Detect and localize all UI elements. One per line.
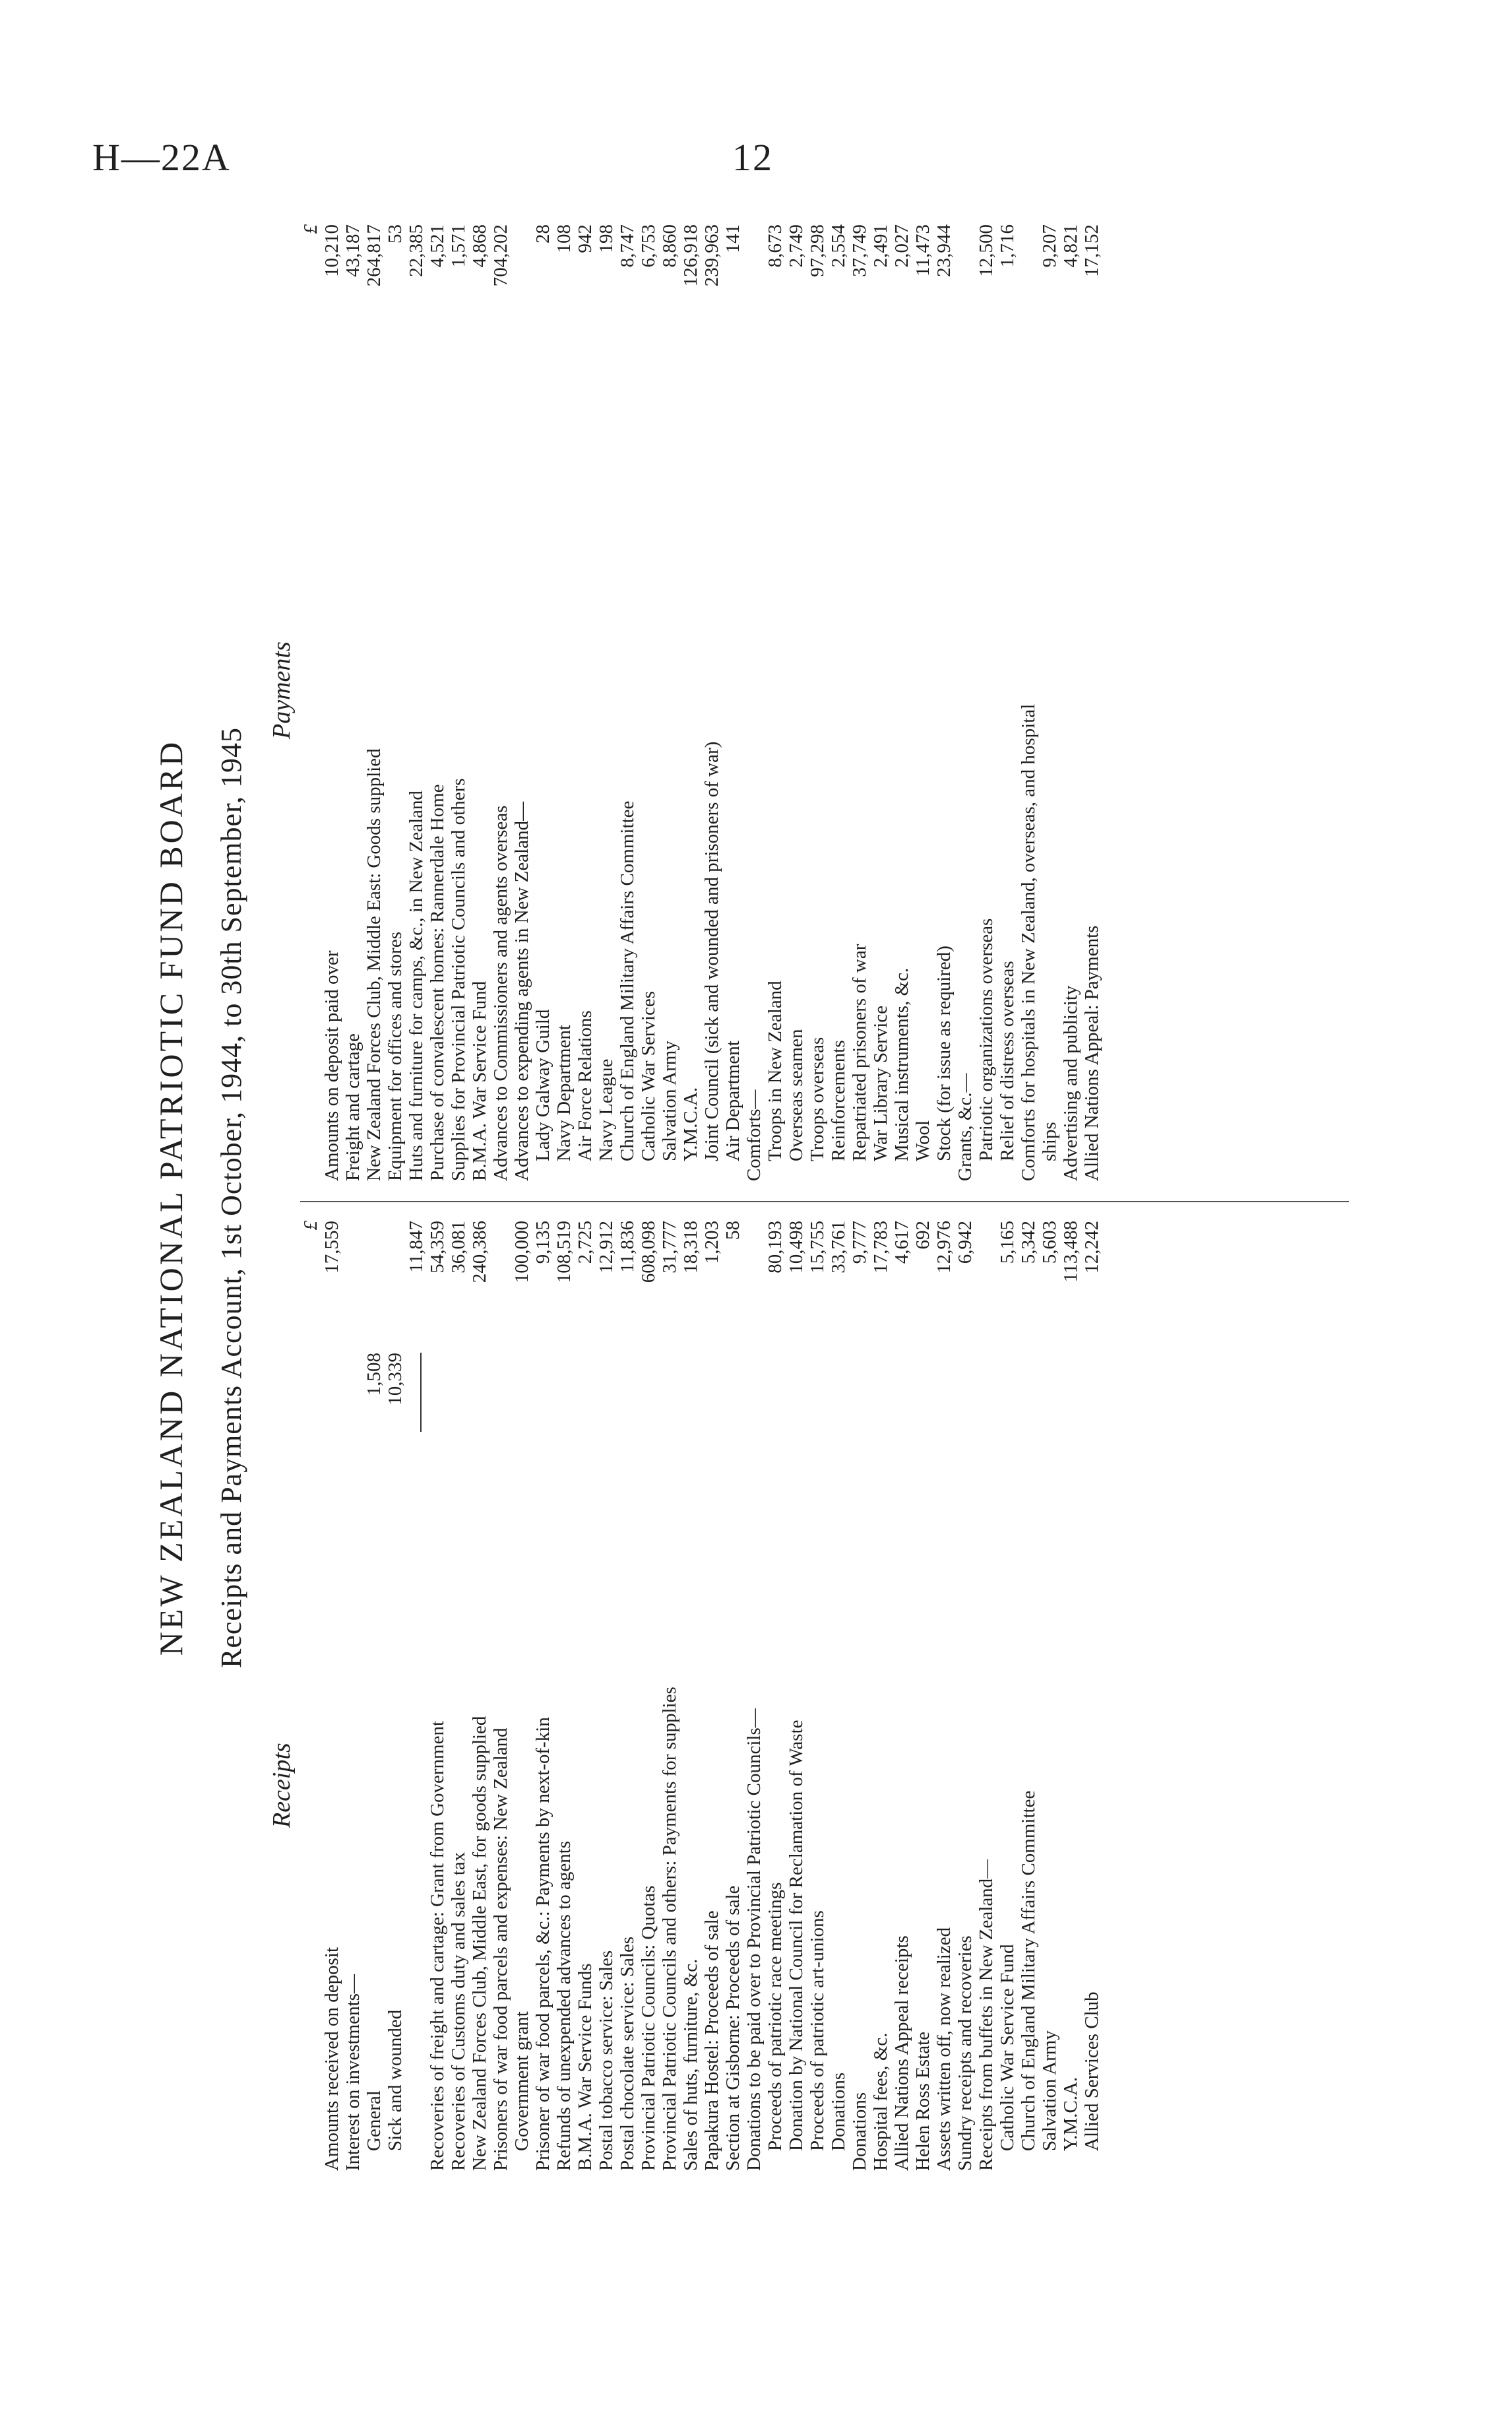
column-divider xyxy=(300,1201,1349,1202)
payments-label: Overseas seamen xyxy=(786,1029,807,1161)
receipts-row xyxy=(722,1221,743,2171)
payments-row xyxy=(596,224,617,1181)
receipts-label: Provincial Patriotic Councils and others: Payments for supplies xyxy=(659,1687,680,2171)
payments-row xyxy=(385,224,406,1181)
page-number: 12 xyxy=(732,136,773,179)
payments-amount: 97,298 xyxy=(807,224,828,277)
receipts-row xyxy=(1081,1221,1102,2171)
payments-row xyxy=(849,224,870,1181)
receipts-row xyxy=(638,1221,659,2171)
receipts-amount: 17,559 xyxy=(321,1221,342,1273)
receipts-label: Allied Nations Appeal receipts xyxy=(891,1935,912,2171)
receipts-label: General xyxy=(363,2090,385,2151)
payments-amount: 28 xyxy=(532,224,553,243)
rotated-statement xyxy=(152,224,1392,2171)
payments-row xyxy=(342,224,363,1181)
receipts-heading: Receipts xyxy=(268,1743,296,1828)
payments-label: Navy League xyxy=(596,1058,617,1161)
receipts-row xyxy=(659,1221,680,2171)
receipts-row xyxy=(321,1221,342,2171)
payments-label: Patriotic organizations overseas xyxy=(976,918,997,1161)
subtotal-rule xyxy=(420,1353,422,1432)
payments-label: Huts and furniture for camps, &c., in New Zealand xyxy=(406,790,427,1181)
payments-label: Catholic War Services xyxy=(638,990,659,1161)
receipts-amount: 5,342 xyxy=(1018,1221,1039,1264)
payments-label: Musical instruments, &c. xyxy=(891,967,912,1161)
receipts-amount: 240,386 xyxy=(469,1221,490,1283)
receipts-amount: 113,488 xyxy=(1060,1221,1081,1283)
receipts-row xyxy=(828,1221,849,2171)
receipts-label: Donations to be paid over to Provincial Patriotic Councils— xyxy=(743,1708,765,2171)
payments-column xyxy=(300,224,1102,1181)
receipts-row xyxy=(448,1221,469,2171)
receipts-row xyxy=(617,1221,638,2171)
payments-label: Stock (for issue as required) xyxy=(933,946,955,1161)
payments-row xyxy=(532,224,553,1181)
receipts-label: Recoveries of freight and cartage: Grant from Government xyxy=(427,1720,448,2171)
receipts-amount: 100,000 xyxy=(511,1221,532,1283)
receipts-row xyxy=(342,1221,363,2171)
receipts-row xyxy=(363,1221,385,2171)
receipts-row xyxy=(1039,1221,1060,2171)
receipts-amount: 5,603 xyxy=(1039,1221,1060,1264)
payments-label: Air Force Relations xyxy=(575,1010,596,1161)
payments-label: Purchase of convalescent homes: Rannerdale Home xyxy=(427,784,448,1181)
receipts-row xyxy=(933,1221,955,2171)
receipts-amount: 15,755 xyxy=(807,1221,828,1273)
payments-row xyxy=(1039,224,1060,1181)
report-code: H—22A xyxy=(92,136,231,179)
payments-row xyxy=(828,224,849,1181)
payments-amount: 10,210 xyxy=(321,224,342,277)
payments-row xyxy=(1081,224,1102,1181)
payments-row xyxy=(786,224,807,1181)
payments-label: Repatriated prisoners of war xyxy=(849,944,870,1161)
receipts-amount: 11,836 xyxy=(617,1221,638,1273)
payments-row xyxy=(617,224,638,1181)
payments-label: Church of England Military Affairs Committee xyxy=(617,800,638,1161)
payments-amount: 1,571 xyxy=(448,224,469,268)
receipts-label: Receipts from buffets in New Zealand— xyxy=(976,1859,997,2171)
payments-label: Advances to Commissioners and agents overseas xyxy=(490,805,511,1181)
payments-amount: 2,491 xyxy=(870,224,891,268)
receipts-label: Donations xyxy=(849,2092,870,2171)
receipts-label: Y.M.C.A. xyxy=(1060,2077,1081,2151)
payments-amount: 23,944 xyxy=(933,224,955,277)
payments-row xyxy=(321,224,342,1181)
payments-label: ships xyxy=(1039,1122,1060,1161)
receipts-label: Proceeds of patriotic race meetings xyxy=(765,1882,786,2151)
payments-label: Troops in New Zealand xyxy=(765,981,786,1161)
receipts-row xyxy=(1060,1221,1081,2171)
payments-row xyxy=(933,224,955,1181)
receipts-row xyxy=(490,1221,511,2171)
payments-row xyxy=(807,224,828,1181)
payments-row xyxy=(870,224,891,1181)
payments-amount: 22,385 xyxy=(406,224,427,277)
payments-label: War Library Service xyxy=(870,1006,891,1161)
receipts-amount: 58 xyxy=(722,1221,743,1240)
payments-label: Joint Council (sick and wounded and prisoners of war) xyxy=(701,741,722,1161)
payments-label: Salvation Army xyxy=(659,1041,680,1161)
payments-label: Y.M.C.A. xyxy=(680,1087,701,1161)
payments-row xyxy=(765,224,786,1181)
payments-amount: 264,817 xyxy=(363,224,385,287)
receipts-amount: 4,617 xyxy=(891,1221,912,1264)
receipts-currency-row xyxy=(300,1221,321,2171)
payments-amount: 4,868 xyxy=(469,224,490,268)
receipts-row xyxy=(765,1221,786,2171)
receipts-row xyxy=(997,1221,1018,2171)
payments-label: New Zealand Forces Club, Middle East: Goods supplied xyxy=(363,748,385,1181)
receipts-label: Donations xyxy=(828,2072,849,2151)
payments-label: Wool xyxy=(912,1120,933,1161)
receipts-row xyxy=(743,1221,765,2171)
payments-label: B.M.A. War Service Fund xyxy=(469,981,490,1181)
payments-row xyxy=(575,224,596,1181)
payments-amount: 2,027 xyxy=(891,224,912,268)
receipts-amount: 608,098 xyxy=(638,1221,659,1283)
receipts-column xyxy=(300,1221,1102,2171)
receipts-row xyxy=(469,1221,490,2171)
receipts-label: Sundry receipts and recoveries xyxy=(955,1935,976,2171)
receipts-row xyxy=(976,1221,997,2171)
receipts-row xyxy=(385,1221,406,2171)
payments-amount: 198 xyxy=(596,224,617,253)
payments-amount: 53 xyxy=(385,224,406,243)
payments-amount: 43,187 xyxy=(342,224,363,277)
receipts-amount: 9,777 xyxy=(849,1221,870,1264)
receipts-row xyxy=(1018,1221,1039,2171)
receipts-amount: 80,193 xyxy=(765,1221,786,1273)
payments-row xyxy=(701,224,722,1181)
receipts-label: Government grant xyxy=(511,2011,532,2151)
receipts-amount: 11,847 xyxy=(406,1221,427,1273)
receipts-row xyxy=(575,1221,596,2171)
payments-amount: 17,152 xyxy=(1081,224,1102,277)
receipts-amount: 6,942 xyxy=(955,1221,976,1264)
payments-amount: 2,749 xyxy=(786,224,807,268)
payments-row xyxy=(680,224,701,1181)
payments-amount: 12,500 xyxy=(976,224,997,277)
payments-row xyxy=(363,224,385,1181)
receipts-row xyxy=(912,1221,933,2171)
receipts-label: Helen Ross Estate xyxy=(912,2031,933,2171)
payments-heading: Payments xyxy=(268,641,296,739)
receipts-row xyxy=(511,1221,532,2171)
payments-row xyxy=(406,224,427,1181)
receipts-row xyxy=(701,1221,722,2171)
payments-amount: 2,554 xyxy=(828,224,849,268)
payments-row xyxy=(659,224,680,1181)
payments-label: Equipment for offices and stores xyxy=(385,932,406,1181)
receipts-label: Prisoners of war food parcels and expenses: New Zealand xyxy=(490,1727,511,2171)
payments-amount: 704,202 xyxy=(490,224,511,287)
receipts-row xyxy=(553,1221,575,2171)
payments-label: Navy Department xyxy=(553,1025,575,1161)
receipts-row xyxy=(786,1221,807,2171)
payments-amount: 141 xyxy=(722,224,743,253)
payments-row xyxy=(490,224,511,1181)
receipts-label: Catholic War Service Fund xyxy=(997,1944,1018,2151)
receipts-amount: 33,761 xyxy=(828,1221,849,1273)
receipts-label: Sales of huts, furniture, &c. xyxy=(680,1958,701,2171)
receipts-label: Recoveries of Customs duty and sales tax xyxy=(448,1852,469,2171)
receipts-row xyxy=(870,1221,891,2171)
statement-subtitle: Receipts and Payments Account, 1st October, 1944, to 30th September, 1945 xyxy=(215,727,247,1668)
payments-amount: 6,753 xyxy=(638,224,659,268)
payments-amount: 239,963 xyxy=(701,224,722,287)
receipts-label: Section at Gisborne: Proceeds of sale xyxy=(722,1885,743,2171)
receipts-label: Salvation Army xyxy=(1039,2030,1060,2151)
receipts-label: B.M.A. War Service Funds xyxy=(575,1963,596,2171)
payments-amount: 9,207 xyxy=(1039,224,1060,268)
payments-row xyxy=(638,224,659,1181)
receipts-amount: 36,081 xyxy=(448,1221,469,1273)
payments-row xyxy=(891,224,912,1181)
receipts-amount: 54,359 xyxy=(427,1221,448,1273)
receipts-amount: 9,135 xyxy=(532,1221,553,1264)
payments-label: Comforts— xyxy=(743,1089,765,1181)
receipts-sub-amount: 1,508 xyxy=(363,1353,385,1396)
payments-row xyxy=(511,224,532,1181)
receipts-amount: 692 xyxy=(912,1221,933,1250)
receipts-currency: £ xyxy=(300,1221,321,1231)
receipts-label: Provincial Patriotic Councils: Quotas xyxy=(638,1885,659,2171)
payments-row xyxy=(427,224,448,1181)
payments-amount: 4,821 xyxy=(1060,224,1081,268)
payments-label: Advances to expending agents in New Zealand— xyxy=(511,802,532,1181)
receipts-label: New Zealand Forces Club, Middle East, for goods supplied xyxy=(469,1716,490,2171)
payments-label: Advertising and publicity xyxy=(1060,985,1081,1181)
receipts-label: Proceeds of patriotic art-unions xyxy=(807,1910,828,2151)
receipts-label: Interest on investments— xyxy=(342,1974,363,2171)
receipts-row xyxy=(807,1221,828,2171)
receipts-row xyxy=(955,1221,976,2171)
payments-row xyxy=(912,224,933,1181)
receipts-amount: 18,318 xyxy=(680,1221,701,1273)
receipts-label: Postal tobacco service: Sales xyxy=(596,1950,617,2171)
receipts-amount: 1,203 xyxy=(701,1221,722,1264)
payments-label: Troops overseas xyxy=(807,1037,828,1161)
payments-row xyxy=(1018,224,1039,1181)
payments-row xyxy=(997,224,1018,1181)
receipts-amount: 5,165 xyxy=(997,1221,1018,1264)
payments-amount: 126,918 xyxy=(680,224,701,287)
payments-row xyxy=(469,224,490,1181)
receipts-amount: 12,976 xyxy=(933,1221,955,1273)
receipts-label: Church of England Military Affairs Committee xyxy=(1018,1790,1039,2151)
receipts-amount: 17,783 xyxy=(870,1221,891,1273)
payments-amount: 8,860 xyxy=(659,224,680,268)
receipts-amount: 12,912 xyxy=(596,1221,617,1273)
receipts-row xyxy=(680,1221,701,2171)
payments-amount: 37,749 xyxy=(849,224,870,277)
payments-amount: 8,673 xyxy=(765,224,786,268)
receipts-label: Amounts received on deposit xyxy=(321,1947,342,2171)
payments-row xyxy=(1060,224,1081,1181)
payments-amount: 942 xyxy=(575,224,596,253)
receipts-sub-amount: 10,339 xyxy=(385,1353,406,1405)
payments-row xyxy=(976,224,997,1181)
payments-row xyxy=(743,224,765,1181)
receipts-amount: 10,498 xyxy=(786,1221,807,1273)
receipts-row xyxy=(532,1221,553,2171)
payments-currency: £ xyxy=(300,224,321,234)
receipts-amount: 12,242 xyxy=(1081,1221,1102,1273)
payments-label: Air Department xyxy=(722,1041,743,1161)
payments-label: Amounts on deposit paid over xyxy=(321,950,342,1181)
payments-amount: 11,473 xyxy=(912,224,933,276)
receipts-row xyxy=(406,1221,427,2171)
payments-amount: 1,716 xyxy=(997,224,1018,268)
receipts-label: Prisoner of war food parcels, &c.: Payments by next-of-kin xyxy=(532,1717,553,2171)
payments-row xyxy=(722,224,743,1181)
receipts-label: Postal chocolate service: Sales xyxy=(617,1936,638,2171)
receipts-row xyxy=(849,1221,870,2171)
receipts-label: Allied Services Club xyxy=(1081,1991,1102,2151)
payments-label: Lady Galway Guild xyxy=(532,1009,553,1161)
receipts-amount: 2,725 xyxy=(575,1221,596,1264)
payments-amount: 108 xyxy=(553,224,575,253)
payments-amount: 4,521 xyxy=(427,224,448,268)
payments-amount: 8,747 xyxy=(617,224,638,268)
receipts-label: Sick and wounded xyxy=(385,2009,406,2151)
payments-label: Comforts for hospitals in New Zealand, overseas, and hospital xyxy=(1018,703,1039,1181)
receipts-row xyxy=(596,1221,617,2171)
receipts-amount: 31,777 xyxy=(659,1221,680,1273)
payments-label: Freight and cartage xyxy=(342,1033,363,1181)
payments-label: Relief of distress overseas xyxy=(997,961,1018,1161)
payments-label: Supplies for Provincial Patriotic Councils and others xyxy=(448,778,469,1181)
receipts-label: Donation by National Council for Reclamation of Waste xyxy=(786,1720,807,2151)
receipts-label: Assets written off, now realized xyxy=(933,1927,955,2171)
payments-label: Grants, &c.— xyxy=(955,1073,976,1181)
payments-row xyxy=(553,224,575,1181)
receipts-amount: 108,519 xyxy=(553,1221,575,1283)
receipts-label: Hospital fees, &c. xyxy=(870,2032,891,2171)
receipts-label: Refunds of unexpended advances to agents xyxy=(553,1840,575,2171)
receipts-label: Papakura Hostel: Proceeds of sale xyxy=(701,1910,722,2171)
statement-title: NEW ZEALAND NATIONAL PATRIOTIC FUND BOARD xyxy=(152,739,189,1656)
payments-row xyxy=(955,224,976,1181)
payments-currency-row xyxy=(300,224,321,1181)
payments-label: Reinforcements xyxy=(828,1040,849,1161)
payments-label: Allied Nations Appeal: Payments xyxy=(1081,925,1102,1181)
receipts-row xyxy=(891,1221,912,2171)
receipts-row xyxy=(427,1221,448,2171)
payments-row xyxy=(448,224,469,1181)
